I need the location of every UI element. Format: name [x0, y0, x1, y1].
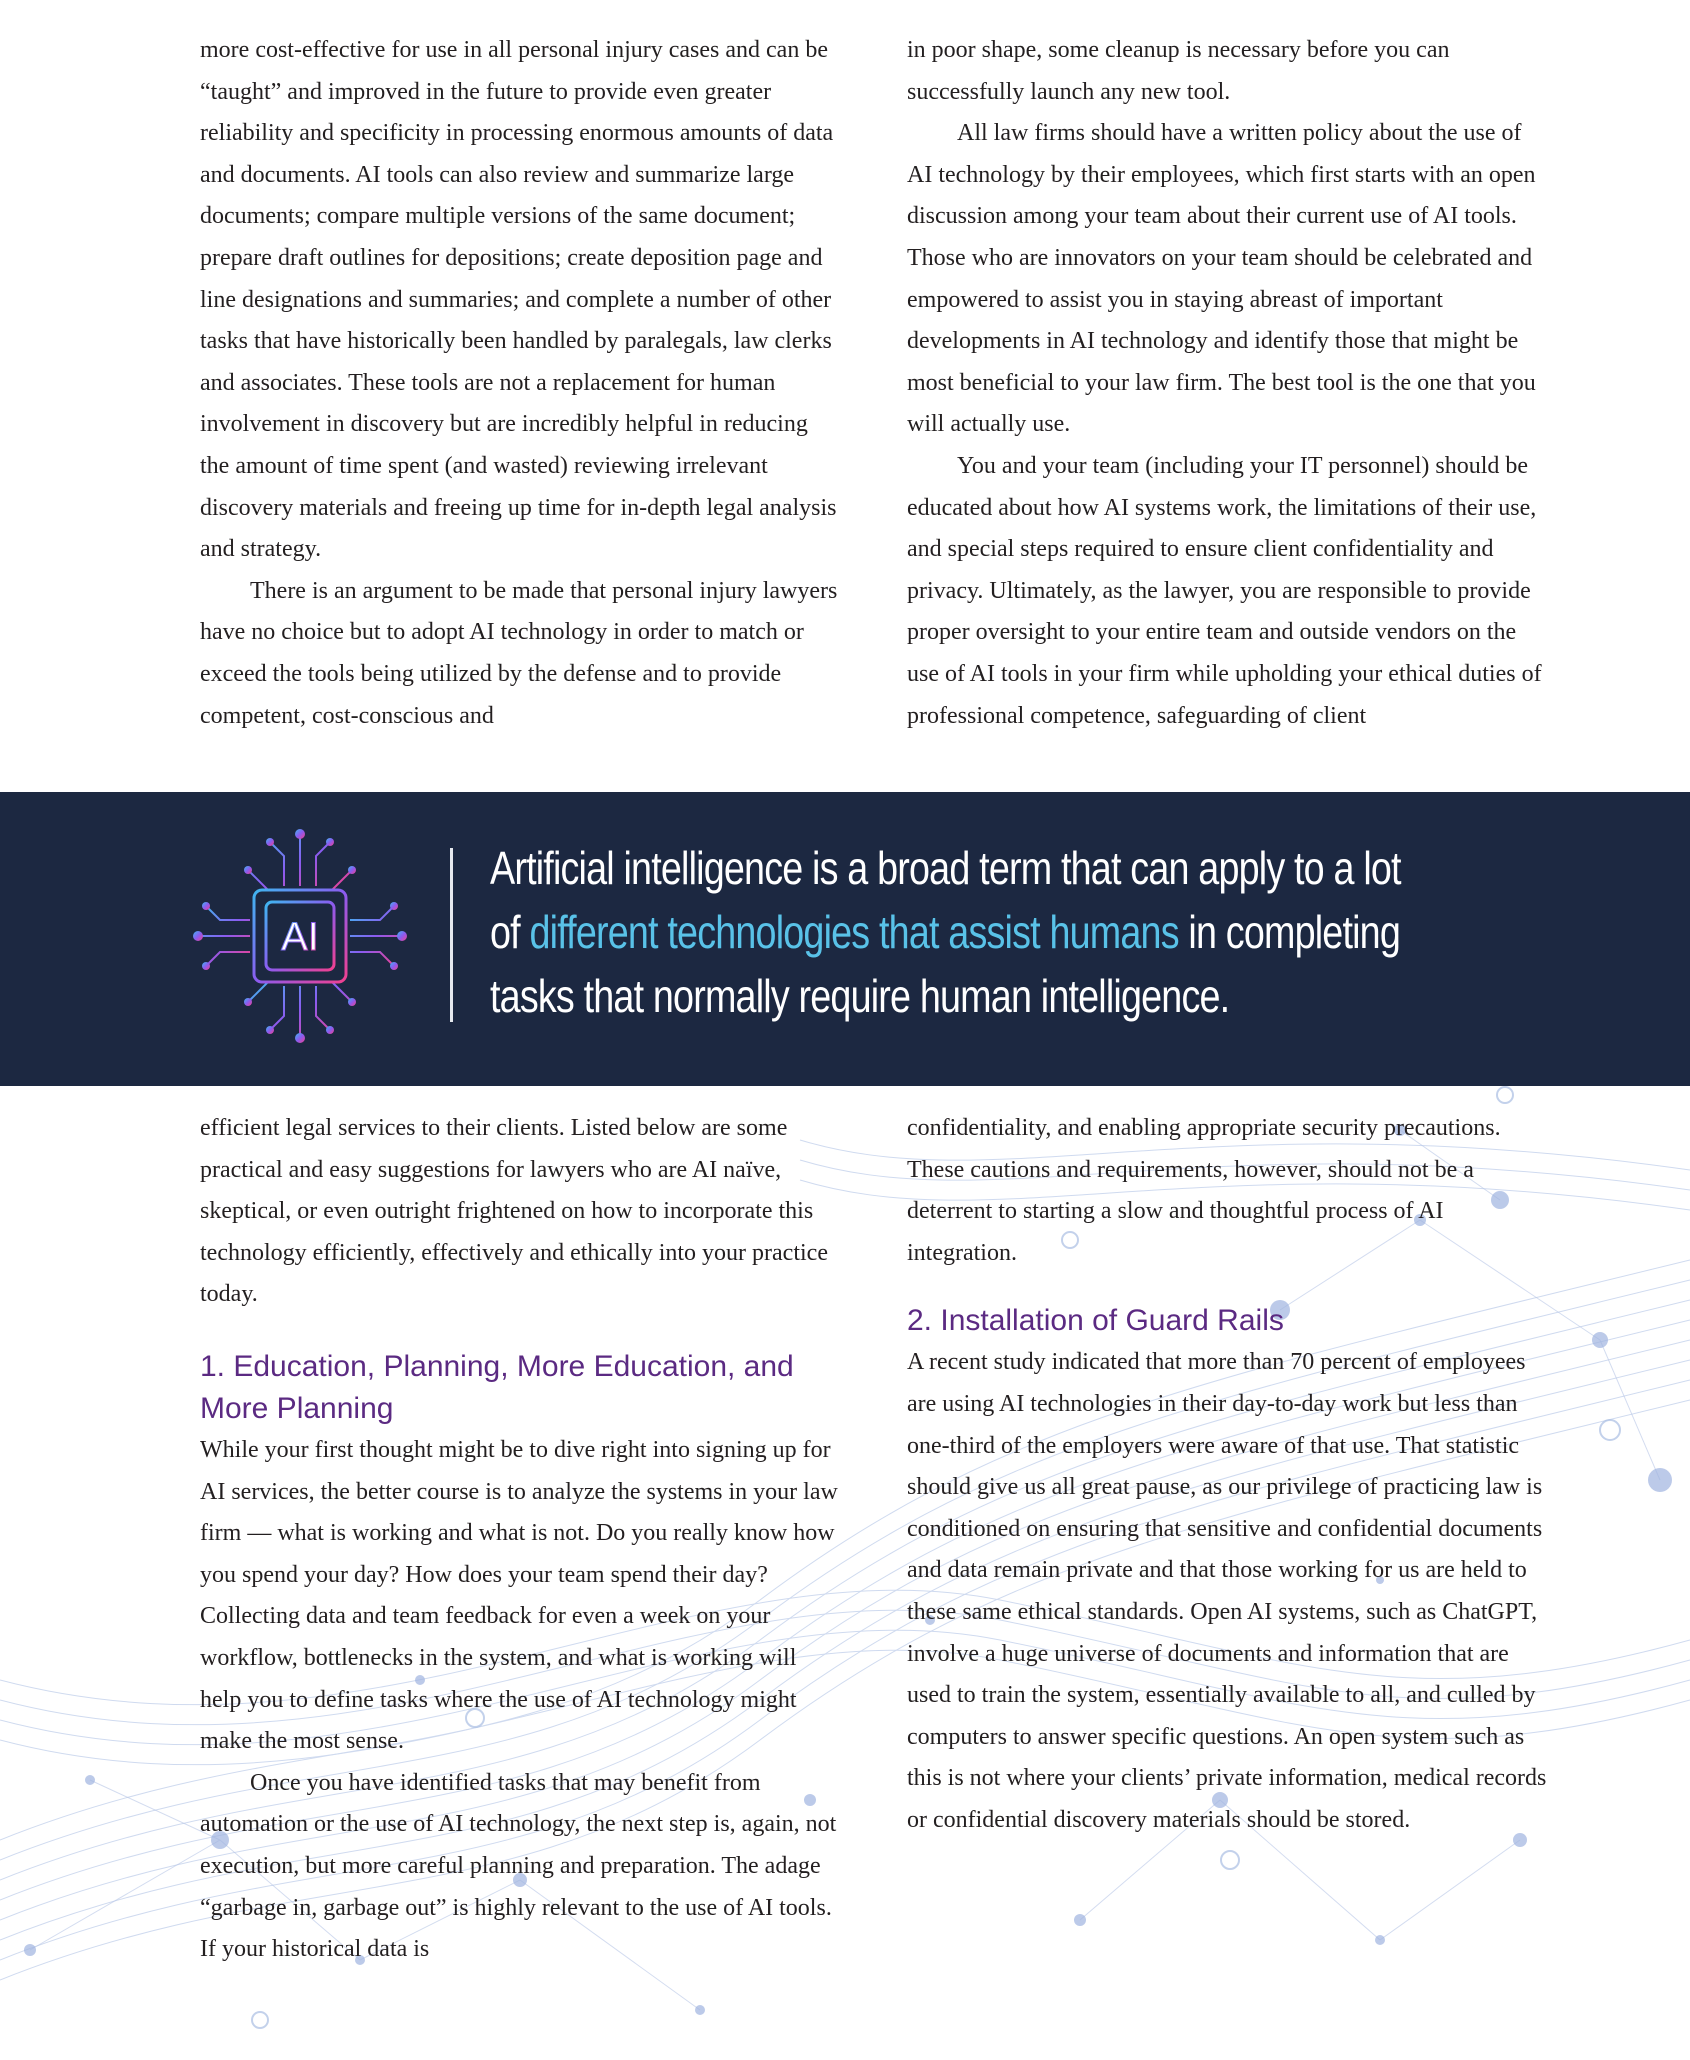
ai-chip-icon: [180, 816, 420, 1056]
section-heading-2: 2. Installation of Guard Rails: [907, 1304, 1284, 1338]
quote-text-start: Artificial intelligence is a broad term that can apply to a lot of: [490, 842, 1401, 958]
vertical-divider: [450, 848, 453, 1022]
paragraph: There is an argument to be made that personal injury lawyers have no choice but to adopt AI technology in order to match or exceed the tools being utilized by the defense and to provide competent, cost-conscious and: [200, 577, 838, 729]
top-left-column: [200, 30, 840, 737]
pull-quote: [490, 836, 1408, 1028]
paragraph: efficient legal services to their clients. Listed below are some practical and easy suggestions for lawyers who are AI naïve, skeptical, or even outright frightened on how to incorporate this technology efficiently, effectively and ethically into your practice today.: [200, 1115, 828, 1308]
pull-quote-banner: [0, 792, 1690, 1086]
quote-text-end: in completing tasks that normally require human intelligence.: [490, 906, 1400, 1022]
bottom-left-column: [200, 1108, 840, 1971]
paragraph: All law firms should have a written policy about the use of AI technology by their employees, which first starts with an open discussion among your team about their current use of AI tools. Those who are innovators on your team should be celebrated and empowered to assist you in staying abreast of important developments in AI technology and identify those that might be most beneficial to your law firm. The best tool is the one that you will actually use.: [907, 120, 1536, 438]
bottom-right-column: [907, 1108, 1547, 1842]
ai-chip-label: AI: [281, 915, 319, 959]
paragraph: A recent study indicated that more than 70 percent of employees are using AI technologies in their day-to-day work but less than one-third of the employers were aware of that use. That statistic should give us all great pause, as our privilege of practicing law is conditioned on ensuring that sensitive and confidential documents and data remain private and that those working for us are held to these same ethical standards. Open AI systems, such as ChatGPT, involve a huge universe of documents and information that are used to train the system, essentially available to all, and culled by computers to answer specific questions. An open system such as this is not where your clients’ private information, medical records or confidential discovery materials should be stored.: [907, 1349, 1547, 1833]
quote-highlight: different technologies that assist humans: [529, 906, 1179, 958]
paragraph: Once you have identified tasks that may benefit from automation or the use of AI technology, the next step is, again, not execution, but more careful planning and preparation. The adage “garbage in, garbage out” is highly relevant to the use of AI tools. If your historical data is: [200, 1769, 837, 1963]
paragraph: confidentiality, and enabling appropriate security precautions. These cautions and requirements, however, should not be a deterrent to starting a slow and thoughtful process of AI integration.: [907, 1115, 1501, 1266]
paragraph: You and your team (including your IT personnel) should be educated about how AI systems work, the limitations of their use, and special steps required to ensure client confidentiality and privacy. Ultimately, as the lawyer, you are responsible to provide proper oversight to your entire team and outside vendors on the use of AI tools in your firm while upholding your ethical duties of professional competence, safeguarding of client: [907, 452, 1542, 729]
paragraph: more cost-effective for use in all personal injury cases and can be “taught” and improved in the future to provide even greater reliability and specificity in processing enormous amounts of data and documents. AI tools can also review and summarize large documents; compare multiple versions of the same document; prepare draft outlines for depositions; create deposition page and line designations and summaries; and complete a number of other tasks that have historically been handled by paralegals, law clerks and associates. These tools are not a replacement for human involvement in discovery but are incredibly helpful in reducing the amount of time spent (and wasted) reviewing irrelevant discovery materials and freeing up time for in-depth legal analysis and strategy.: [200, 37, 837, 563]
section-heading-1: 1. Education, Planning, More Education, and More Planning: [200, 1349, 794, 1425]
paragraph: in poor shape, some cleanup is necessary before you can successfully launch any new tool.: [907, 37, 1450, 105]
top-right-column: [907, 30, 1547, 737]
paragraph: While your first thought might be to dive right into signing up for AI services, the better course is to analyze the systems in your law firm — what is working and what is not. Do you really know how you spend your day? How does your team spend their day? Collecting data and team feedback for even a week on your workflow, bottlenecks in the system, and what is working will help you to define tasks where the use of AI technology might make the most sense.: [200, 1436, 838, 1755]
